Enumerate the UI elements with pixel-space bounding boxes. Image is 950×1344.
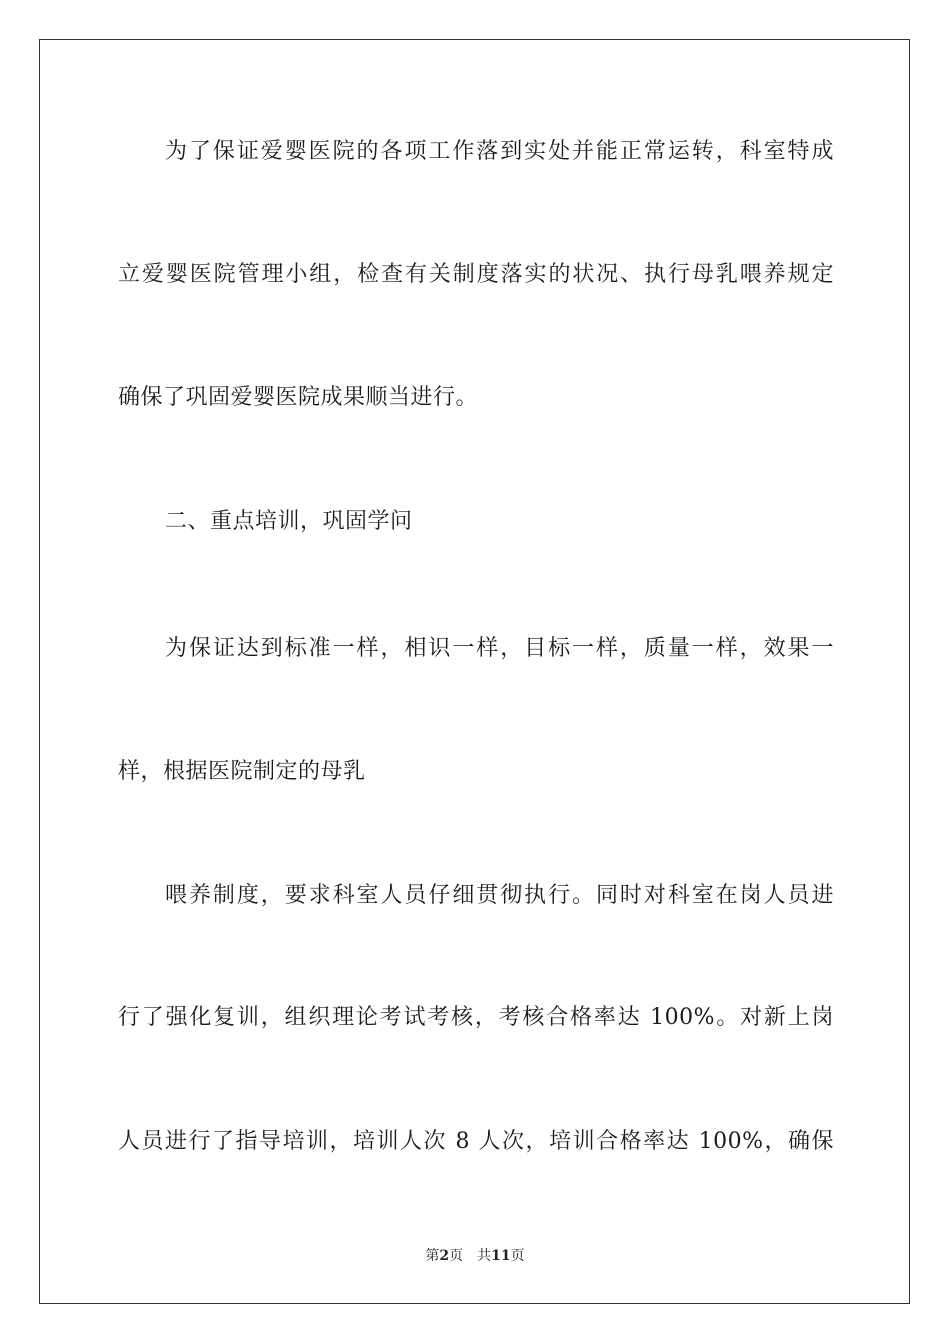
- text-line-1: 为了保证爱婴医院的各项工作落到实处并能正常运转，科室特成: [165, 139, 834, 164]
- page-border: [39, 39, 910, 1304]
- page-number: 2: [439, 1248, 450, 1264]
- text-line-3: 确保了巩固爱婴医院成果顺当进行。: [118, 385, 479, 410]
- text-line-5: 为保证达到标准一样，相识一样，目标一样，质量一样，效果一: [165, 636, 834, 661]
- text-line-9: 人员进行了指导培训，培训人次 8 人次，培训合格率达 100%，确保: [118, 1129, 834, 1154]
- text-line-2: 立爱婴医院管理小组，检查有关制度落实的状况、执行母乳喂养规定: [118, 262, 834, 287]
- text-line-7: 喂养制度，要求科室人员仔细贯彻执行。同时对科室在岗人员进: [165, 883, 834, 908]
- total-prefix: 共: [477, 1248, 492, 1264]
- total-pages: 11: [491, 1248, 511, 1264]
- text-line-8: 行了强化复训，组织理论考试考核，考核合格率达 100%。对新上岗: [118, 1005, 834, 1030]
- page-suffix: 页: [449, 1248, 464, 1264]
- page-prefix: 第: [425, 1248, 440, 1264]
- text-line-6: 样，根据医院制定的母乳: [118, 759, 366, 784]
- total-suffix: 页: [510, 1248, 525, 1264]
- section-heading: 二、重点培训，巩固学问: [165, 509, 413, 534]
- page-footer: [0, 1247, 950, 1265]
